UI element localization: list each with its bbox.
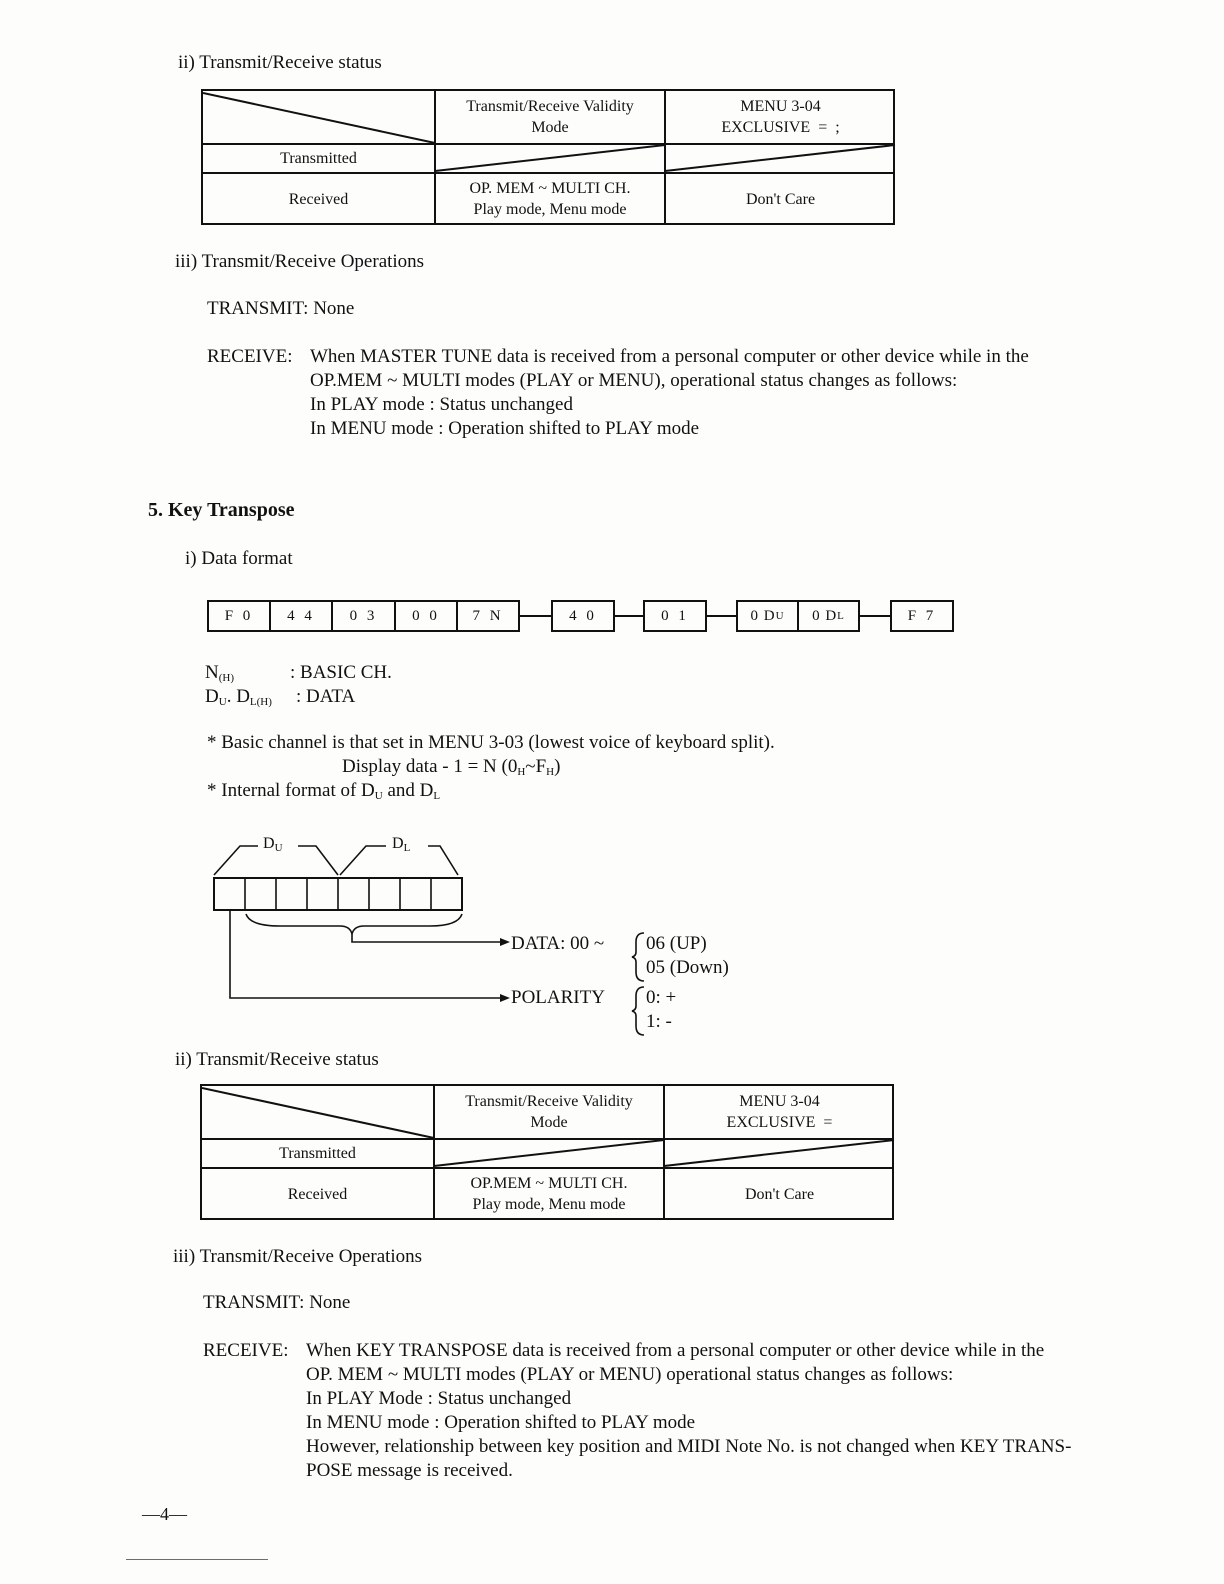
byte-connector	[615, 615, 643, 617]
page-number: —4—	[142, 1504, 187, 1524]
received-mode-cell: OP.MEM ~ MULTI CH. Play mode, Menu mode	[470, 1175, 628, 1213]
ops-heading-5: iii) Transmit/Receive Operations	[173, 1246, 423, 1267]
receive-line: However, relationship between key position and MIDI Note No. is not changed when KEY TRANS-	[306, 1436, 1072, 1457]
legend-n: : BASIC CH.	[290, 662, 392, 683]
ops-heading-4: iii) Transmit/Receive Operations	[175, 251, 425, 272]
byte-box: F 7	[890, 600, 954, 632]
receive-line: When MASTER TUNE data is received from a personal computer or other device while in the	[310, 346, 1029, 367]
byte-box: 4 4	[269, 600, 333, 632]
byte-box-dl: 0 D L	[797, 600, 860, 632]
byte-box: 0 1	[643, 600, 707, 632]
legend-d-symbol: $D_U$. $D_{L(H)}$	[205, 686, 272, 708]
status-heading-4: ii) Transmit/Receive status	[178, 52, 382, 73]
receive-line: When KEY TRANSPOSE data is received from a personal computer or other device while in the	[306, 1340, 1045, 1361]
section-title: 5. Key Transpose	[148, 499, 295, 521]
receive-line: POSE message is received.	[306, 1460, 513, 1481]
receive-line: OP. MEM ~ MULTI modes (PLAY or MENU) operational status changes as follows:	[306, 1364, 954, 1385]
header-menu-exclusive: MENU 3-04 EXCLUSIVE =	[726, 1093, 833, 1131]
transmit-line-4: TRANSMIT: None	[207, 298, 355, 319]
du-label: $D_U$	[263, 835, 283, 854]
status-table-4	[201, 89, 895, 225]
byte-connector	[860, 615, 890, 617]
row-received: Received	[288, 190, 349, 208]
note-internal-format: * Internal format of $D_U$ and $D_L$	[207, 780, 441, 802]
legend-d: : DATA	[296, 686, 356, 707]
note-basic-channel: * Basic channel is that set in MENU 3-03 (lowest voice of keyboard split).	[207, 732, 775, 753]
header-menu-exclusive: MENU 3-04 EXCLUSIVE = ;	[721, 98, 840, 136]
receive-line: In MENU mode : Operation shifted to PLAY mode	[306, 1412, 696, 1433]
receive-label-4: RECEIVE:	[207, 346, 293, 367]
legend-n-symbol: $N_{(H)}$	[205, 662, 235, 684]
byte-box: 4 0	[551, 600, 615, 632]
receive-line: OP.MEM ~ MULTI modes (PLAY or MENU), operational status changes as follows:	[310, 370, 958, 391]
row-transmitted: Transmitted	[280, 150, 357, 167]
status-heading-5: ii) Transmit/Receive status	[175, 1049, 379, 1070]
byte-box: 7 N	[456, 600, 520, 632]
byte-connector	[520, 615, 551, 617]
header-validity-mode: Transmit/Receive Validity Mode	[466, 98, 634, 136]
data-up: 06 (UP)	[646, 933, 707, 954]
note-display-data: Display data - 1 = N $(0_H\sim F_H)$	[342, 756, 561, 778]
received-menu-cell: Don't Care	[745, 190, 816, 208]
polarity-plus: 0: +	[646, 987, 677, 1008]
footer-rule	[126, 1559, 268, 1560]
receive-label-5: RECEIVE:	[203, 1340, 289, 1361]
byte-box: F 0	[207, 600, 271, 632]
receive-line: In MENU mode : Operation shifted to PLAY mode	[310, 418, 700, 439]
received-mode-cell: OP. MEM ~ MULTI CH. Play mode, Menu mode	[469, 180, 631, 218]
polarity-label: POLARITY	[511, 987, 605, 1008]
data-format-heading: i) Data format	[185, 548, 293, 569]
byte-box: 0 3	[331, 600, 396, 632]
status-table-5	[200, 1084, 894, 1220]
transmit-line-5: TRANSMIT: None	[203, 1292, 351, 1313]
dl-label: $D_L$	[392, 835, 411, 854]
byte-connector	[707, 615, 736, 617]
polarity-minus: 1: -	[646, 1011, 672, 1032]
received-menu-cell: Don't Care	[744, 1185, 815, 1203]
row-transmitted: Transmitted	[279, 1145, 356, 1162]
receive-line: In PLAY mode : Status unchanged	[310, 394, 573, 415]
byte-box: 0 0	[394, 600, 458, 632]
data-range-label: DATA: 00 ~	[511, 933, 605, 954]
byte-box-du: 0 D U	[736, 600, 799, 632]
data-down: 05 (Down)	[646, 957, 729, 978]
header-validity-mode: Transmit/Receive Validity Mode	[465, 1093, 633, 1131]
receive-line: In PLAY Mode : Status unchanged	[306, 1388, 572, 1409]
row-received: Received	[287, 1185, 348, 1203]
